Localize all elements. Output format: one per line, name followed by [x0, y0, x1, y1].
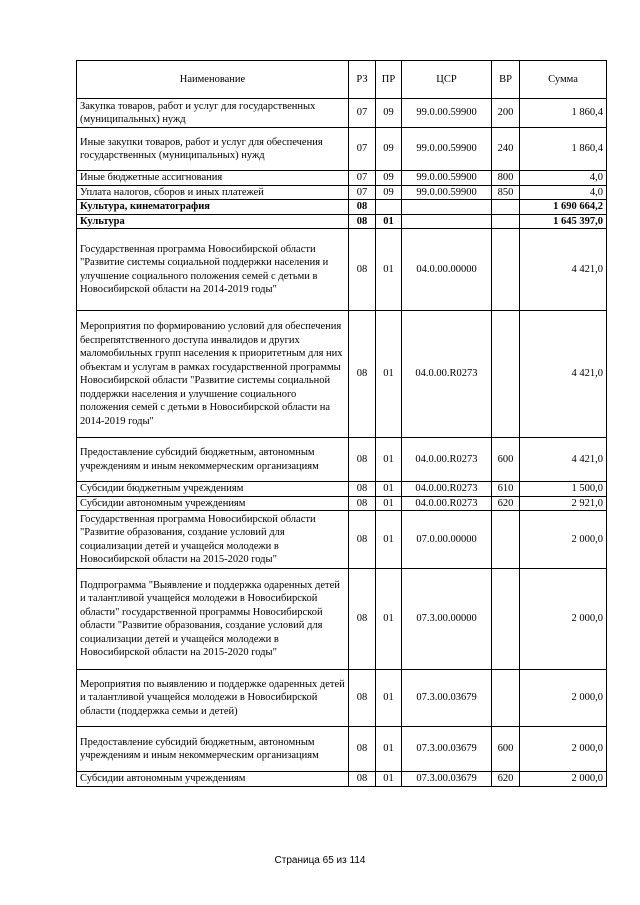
cell-csr: 07.0.00.00000 [402, 511, 492, 569]
cell-name: Государственная программа Новосибирской области "Развитие системы социальной поддержки населения и улучшение социального положения семей с детьми в Новосибирской области на 2014-2019 годы" [77, 229, 349, 311]
header-rz: РЗ [349, 61, 376, 99]
cell-rz: 08 [349, 229, 376, 311]
table-row [77, 185, 607, 200]
cell-name: Иные закупки товаров, работ и услуг для обеспечения государственных (муниципальных) нужд [77, 128, 349, 171]
cell-sum: 2 921,0 [520, 496, 607, 511]
cell-pr: 01 [376, 511, 402, 569]
cell-sum: 1 690 664,2 [520, 200, 607, 215]
table-body [77, 99, 607, 787]
cell-csr: 07.3.00.00000 [402, 569, 492, 670]
cell-csr: 99.0.00.59900 [402, 128, 492, 171]
cell-name: Культура [77, 214, 349, 229]
budget-table [76, 60, 607, 787]
cell-rz: 08 [349, 311, 376, 438]
table-row [77, 482, 607, 497]
cell-csr [402, 200, 492, 215]
cell-csr: 04.0.00.R0273 [402, 311, 492, 438]
cell-pr: 01 [376, 569, 402, 670]
cell-rz: 08 [349, 670, 376, 727]
table-row [77, 128, 607, 171]
cell-csr: 99.0.00.59900 [402, 99, 492, 128]
cell-sum: 2 000,0 [520, 511, 607, 569]
cell-sum: 4,0 [520, 171, 607, 186]
cell-vr: 620 [492, 772, 520, 787]
table-row [77, 569, 607, 670]
cell-pr: 01 [376, 214, 402, 229]
header-pr: ПР [376, 61, 402, 99]
header-vr: ВР [492, 61, 520, 99]
cell-name: Закупка товаров, работ и услуг для государственных (муниципальных) нужд [77, 99, 349, 128]
cell-rz: 08 [349, 496, 376, 511]
table-row [77, 772, 607, 787]
cell-rz: 08 [349, 200, 376, 215]
cell-rz: 07 [349, 171, 376, 186]
cell-sum: 2 000,0 [520, 727, 607, 772]
cell-rz: 08 [349, 482, 376, 497]
cell-rz: 08 [349, 727, 376, 772]
cell-pr: 01 [376, 438, 402, 482]
table-row [77, 214, 607, 229]
cell-vr: 800 [492, 171, 520, 186]
cell-sum: 1 860,4 [520, 99, 607, 128]
cell-rz: 08 [349, 438, 376, 482]
cell-name: Субсидии бюджетным учреждениям [77, 482, 349, 497]
table-row [77, 511, 607, 569]
cell-vr [492, 229, 520, 311]
cell-pr: 01 [376, 482, 402, 497]
cell-sum: 2 000,0 [520, 569, 607, 670]
cell-pr: 01 [376, 670, 402, 727]
table-row [77, 727, 607, 772]
cell-rz: 07 [349, 185, 376, 200]
cell-vr: 850 [492, 185, 520, 200]
cell-name: Подпрограмма "Выявление и поддержка одаренных детей и талантливой учащейся молодежи в Новосибирской области" государственной программы Новосибирской области "Развитие образования, создание условий для социализации детей и учащейся молодежи в Новосибирской области на 2015-2020 годы" [77, 569, 349, 670]
cell-sum: 4,0 [520, 185, 607, 200]
cell-sum: 1 645 397,0 [520, 214, 607, 229]
cell-sum: 2 000,0 [520, 670, 607, 727]
header-csr: ЦСР [402, 61, 492, 99]
cell-csr: 07.3.00.03679 [402, 727, 492, 772]
cell-vr: 620 [492, 496, 520, 511]
table-row [77, 171, 607, 186]
cell-name: Субсидии автономным учреждениям [77, 772, 349, 787]
table-row [77, 99, 607, 128]
cell-sum: 4 421,0 [520, 438, 607, 482]
cell-rz: 07 [349, 128, 376, 171]
table-row [77, 438, 607, 482]
cell-vr [492, 511, 520, 569]
cell-pr: 09 [376, 128, 402, 171]
cell-pr: 01 [376, 727, 402, 772]
cell-vr: 600 [492, 727, 520, 772]
cell-csr: 99.0.00.59900 [402, 171, 492, 186]
cell-csr: 99.0.00.59900 [402, 185, 492, 200]
cell-pr: 01 [376, 772, 402, 787]
cell-csr: 07.3.00.03679 [402, 670, 492, 727]
header-sum: Сумма [520, 61, 607, 99]
cell-name: Культура, кинематография [77, 200, 349, 215]
cell-pr: 01 [376, 229, 402, 311]
cell-name: Предоставление субсидий бюджетным, автономным учреждениям и иным некоммерческим организациям [77, 438, 349, 482]
cell-csr: 04.0.00.R0273 [402, 438, 492, 482]
cell-vr [492, 569, 520, 670]
cell-sum: 1 500,0 [520, 482, 607, 497]
table-row [77, 670, 607, 727]
cell-rz: 08 [349, 214, 376, 229]
cell-pr: 09 [376, 99, 402, 128]
cell-pr [376, 200, 402, 215]
cell-csr [402, 214, 492, 229]
table-row [77, 311, 607, 438]
cell-vr [492, 670, 520, 727]
cell-sum: 4 421,0 [520, 229, 607, 311]
page-number: Страница 65 из 114 [274, 855, 366, 866]
cell-vr [492, 214, 520, 229]
cell-rz: 08 [349, 772, 376, 787]
table-row [77, 229, 607, 311]
cell-csr: 04.0.00.00000 [402, 229, 492, 311]
table-row [77, 200, 607, 215]
cell-sum: 1 860,4 [520, 128, 607, 171]
cell-rz: 08 [349, 569, 376, 670]
cell-csr: 07.3.00.03679 [402, 772, 492, 787]
cell-name: Субсидии автономным учреждениям [77, 496, 349, 511]
cell-vr: 200 [492, 99, 520, 128]
cell-rz: 07 [349, 99, 376, 128]
cell-pr: 09 [376, 185, 402, 200]
cell-name: Предоставление субсидий бюджетным, автономным учреждениям и иным некоммерческим организациям [77, 727, 349, 772]
cell-vr: 610 [492, 482, 520, 497]
cell-csr: 04.0.00.R0273 [402, 482, 492, 497]
header-name: Наименование [77, 61, 349, 99]
cell-name: Мероприятия по формированию условий для обеспечения беспрепятственного доступа инвалидов и других маломобильных групп населения к приоритетным для них объектам и услугам в рамках государственной программы Новосибирской области "Развитие системы социальной поддержки населения и улучшение социального положения семей с детьми в Новосибирской области на 2014-2019 годы" [77, 311, 349, 438]
cell-name: Иные бюджетные ассигнования [77, 171, 349, 186]
cell-vr [492, 311, 520, 438]
cell-pr: 01 [376, 496, 402, 511]
cell-name: Государственная программа Новосибирской области "Развитие образования, создание условий для социализации детей и учащейся молодежи в Новосибирской области на 2015-2020 годы" [77, 511, 349, 569]
cell-sum: 2 000,0 [520, 772, 607, 787]
cell-vr [492, 200, 520, 215]
cell-vr: 600 [492, 438, 520, 482]
cell-vr: 240 [492, 128, 520, 171]
cell-name: Мероприятия по выявлению и поддержке одаренных детей и талантливой учащейся молодежи в Новосибирской области (поддержка семьи и детей) [77, 670, 349, 727]
table-row [77, 496, 607, 511]
cell-rz: 08 [349, 511, 376, 569]
table-header-row [77, 61, 607, 99]
cell-name: Уплата налогов, сборов и иных платежей [77, 185, 349, 200]
cell-pr: 09 [376, 171, 402, 186]
cell-csr: 04.0.00.R0273 [402, 496, 492, 511]
cell-sum: 4 421,0 [520, 311, 607, 438]
cell-pr: 01 [376, 311, 402, 438]
